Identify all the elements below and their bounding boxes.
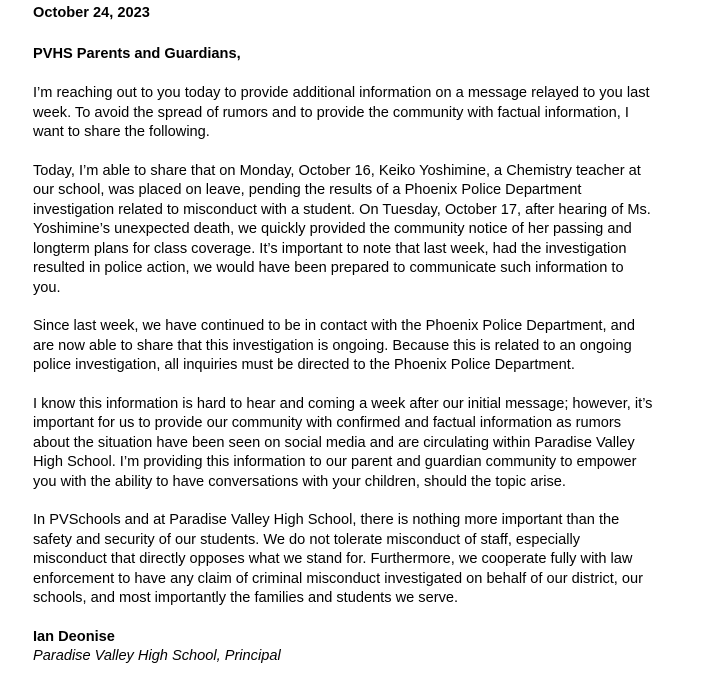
paragraph-line: Yoshimine’s unexpected death, we quickly provided the community notice of her passing and [33, 221, 632, 237]
paragraph-line: you. [33, 279, 61, 296]
paragraph-line: are now able to share that this investigation is ongoing. Because this is related to an ongoing [33, 337, 632, 354]
paragraph-safety [33, 511, 673, 609]
paragraph-line: Today, I’m able to share that on Monday, October 16, Keiko Yoshimine, a Chemistry teacher at [33, 162, 641, 179]
paragraph-line: week. To avoid the spread of rumors and to provide the community with factual information, I [33, 104, 629, 121]
paragraph-line: In PVSchools and at Paradise Valley High School, there is nothing more important than the [33, 512, 620, 528]
paragraph-line: you with the ability to have conversations with your children, should the topic arise. [33, 473, 566, 490]
paragraph-line: our school, was placed on leave, pending the results of a Phoenix Police Department [33, 182, 582, 198]
paragraph-line: enforcement to have any claim of criminal misconduct investigated on behalf of our district, our [33, 570, 643, 587]
paragraph-intro [33, 84, 673, 143]
paragraph-details [33, 162, 673, 299]
signer-name: Ian Deonise [33, 628, 115, 645]
paragraph-line: schools, and most importantly the families and students we serve. [33, 590, 459, 606]
paragraph-line: I’m reaching out to you today to provide additional information on a message relayed to you last [33, 85, 650, 101]
paragraph-rumors [33, 395, 673, 493]
paragraph-line: misconduct that directly opposes what we stand for. Furthermore, we cooperate fully with law [33, 551, 633, 567]
paragraph-line: about the situation have been seen on social media and are circulating within Paradise Valley [33, 434, 635, 451]
paragraph-investigation [33, 317, 673, 376]
paragraph-line: safety and security of our students. We do not tolerate misconduct of staff, especially [33, 531, 581, 548]
signer-title: Paradise Valley High School, Principal [33, 648, 281, 664]
paragraph-line: I know this information is hard to hear and coming a week after our initial message; however, it’s [33, 395, 653, 412]
paragraph-line: important for us to provide our community with confirmed and factual information as rumors [33, 415, 622, 431]
letter-date: October 24, 2023 [33, 5, 150, 21]
paragraph-line: want to share the following. [33, 124, 210, 140]
salutation: PVHS Parents and Guardians, [33, 45, 241, 62]
paragraph-line: High School. I’m providing this information to our parent and guardian community to empower [33, 454, 637, 470]
paragraph-line: longterm plans for class coverage. It’s important to note that last week, had the investigation [33, 240, 627, 257]
paragraph-line: resulted in police action, we would have been prepared to communicate such information to [33, 260, 624, 276]
paragraph-line: Since last week, we have continued to be in contact with the Phoenix Police Department, and [33, 318, 635, 334]
paragraph-line: police investigation, all inquiries must be directed to the Phoenix Police Department. [33, 357, 575, 373]
paragraph-line: investigation related to misconduct with a student. On Tuesday, October 17, after hearing of Ms. [33, 201, 651, 218]
